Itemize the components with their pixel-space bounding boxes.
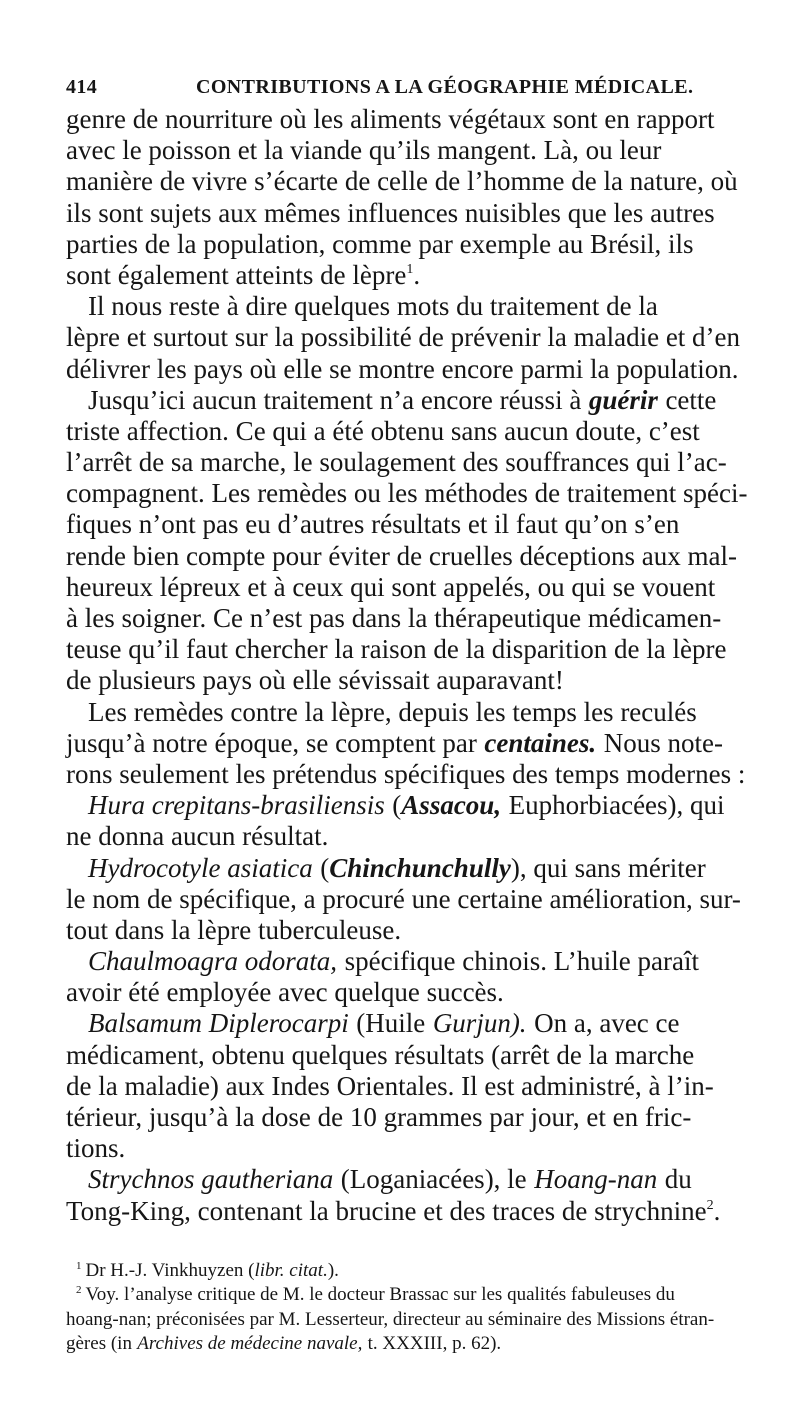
text-line: de plusieurs pays où elle sévissait auparavant! [66, 665, 564, 696]
text-line: compagnent. Les remèdes ou les méthodes de traitement spéci- [66, 478, 748, 509]
common-name: Chinchunchully [329, 852, 511, 883]
text-line: ils sont sujets aux mêmes influences nuisibles que les autres [66, 197, 715, 228]
text-line: Jusqu’ici aucun traitement n’a encore réussi à guérir cette [88, 384, 717, 415]
text-line: rende bien compte pour éviter de cruelles déceptions aux mal- [66, 540, 737, 571]
text-line: avoir été employée avec quelque succès. [66, 977, 504, 1008]
species-name: Hura crepitans-brasiliensis [88, 790, 385, 821]
text-line: Les remèdes contre la lèpre, depuis les temps les reculés [88, 696, 697, 727]
text-line: Il nous reste à dire quelques mots du traitement de la [88, 291, 658, 322]
text-line: Hydrocotyle asiatica (Chinchunchully), qui sans mériter [88, 852, 706, 883]
text-line: délivrer les pays où elle se montre encore parmi la population. [66, 353, 739, 384]
page-header [66, 68, 754, 104]
text-line: manière de vivre s’écarte de celle de l’homme de la nature, où [66, 166, 738, 197]
text-line: jusqu’à notre époque, se comptent par centaines. Nous note- [66, 727, 723, 758]
text-line: tout dans la lèpre tuberculeuse. [66, 914, 402, 945]
text-line: de la maladie) aux Indes Orientales. Il est administré, à l’in- [66, 1070, 714, 1101]
text-line: Balsamum Diplerocarpi (Huile Gurjun). On a, avec ce [88, 1008, 680, 1039]
common-name: Assacou, [401, 790, 502, 821]
species-name: Chaulmoagra odorata, [88, 946, 338, 977]
text-line: teuse qu’il faut chercher la raison de la disparition de la lèpre [66, 634, 727, 665]
page-number: 414 [66, 76, 98, 98]
text-line: parties de la population, comme par exemple au Brésil, ils [66, 228, 694, 259]
footnote-reference: 2 [706, 1197, 714, 1213]
text-line: Strychnos gautheriana (Loganiacées), le Hoang-nan du [88, 1164, 692, 1195]
text-line: sont également atteints de lèpre$^1$. [66, 259, 421, 290]
text-line: térieur, jusqu’à la dose de 10 grammes par jour, et en fric- [66, 1102, 692, 1132]
body-text [66, 104, 754, 1227]
text-line: heureux lépreux et à ceux qui sont appelés, ou qui se vouent [66, 571, 716, 602]
book-page [66, 68, 754, 1357]
text-line: tions. [66, 1133, 126, 1164]
text-line: médicament, obtenu quelques résultats (arrêt de la marche [66, 1039, 695, 1070]
text-line: le nom de spécifique, a procuré une certaine amélioration, sur- [66, 883, 741, 914]
text-line: fiques n’ont pas eu d’autres résultats et il faut qu’on s’en [66, 509, 680, 540]
footnote-mark: 2 [76, 1284, 82, 1297]
emphasis: guérir [588, 384, 658, 415]
footnote-2: $^2$ Voy. l’analyse critique de M. le docteur Brassac sur les qualités fabuleuses du [76, 1284, 675, 1306]
text-line: Tong-King, contenant la brucine et des traces de strychnine$^2$. [66, 1195, 721, 1226]
common-name: Gurjun). [432, 1008, 527, 1039]
text-line: Chaulmoagra odorata, spécifique chinois. L’huile paraît [88, 946, 699, 977]
footnote-1: $^1$ Dr H.-J. Vinkhuyzen (libr. citat.). [76, 1259, 339, 1281]
footnote-reference: 1 [406, 261, 414, 277]
footnote-mark: 1 [76, 1259, 82, 1272]
text-line: l’arrêt de sa marche, le soulagement des souffrances qui l’ac- [66, 447, 727, 478]
species-name: Balsamum Diplerocarpi [88, 1008, 349, 1039]
species-name: Strychnos gautheriana [88, 1164, 334, 1195]
emphasis: centaines. [484, 727, 597, 758]
footnote-line: hoang-nan; préconisées par M. Lesserteur, directeur au séminaire des Missions étran- [66, 1308, 715, 1330]
footnote-line: gères (in Archives de médecine navale, t. XXXIII, p. 62). [66, 1332, 754, 1357]
common-name: Hoang-nan [534, 1164, 658, 1195]
text-line: avec le poisson et la viande qu’ils mangent. Là, ou leur [66, 135, 662, 166]
running-title: CONTRIBUTIONS A LA GÉOGRAPHIE MÉDICALE. [196, 76, 694, 98]
text-line: triste affection. Ce qui a été obtenu sans aucun doute, c’est [66, 415, 700, 446]
text-line: genre de nourriture où les aliments végétaux sont en rapport [66, 104, 715, 134]
species-name: Hydrocotyle asiatica [88, 852, 313, 883]
journal-title: Archives de médecine navale, [137, 1333, 363, 1355]
text-line: Hura crepitans-brasiliensis (Assacou, Euphorbiacées), qui [88, 790, 725, 821]
text-line: lèpre et surtout sur la possibilité de prévenir la maladie et d’en [66, 322, 741, 353]
text-line: à les soigner. Ce n’est pas dans la thérapeutique médicamen- [66, 603, 722, 633]
text-line: rons seulement les prétendus spécifiques des temps modernes : [66, 758, 746, 789]
footnotes [66, 1259, 754, 1357]
text-line: ne donna aucun résultat. [66, 821, 329, 852]
